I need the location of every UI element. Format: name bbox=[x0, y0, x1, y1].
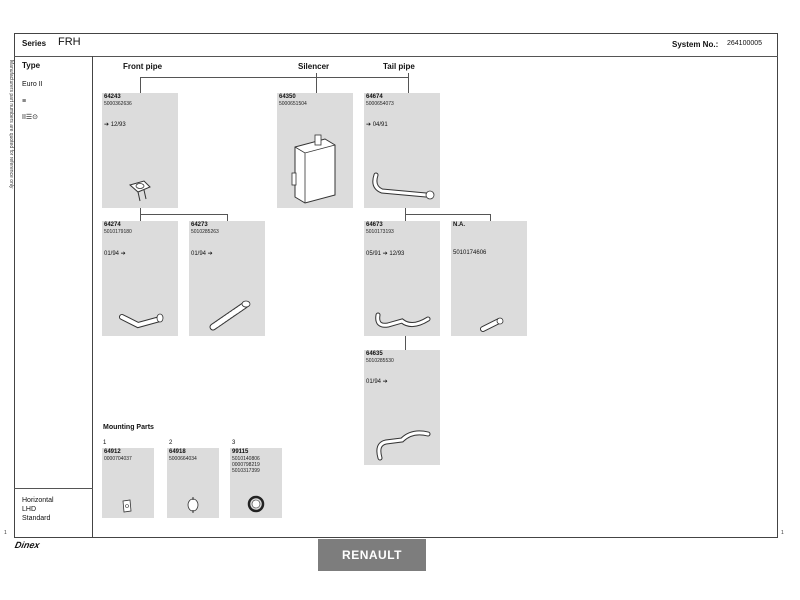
part-card-64274[interactable] bbox=[102, 221, 178, 336]
part-card-64674[interactable] bbox=[364, 93, 440, 208]
connector bbox=[490, 214, 491, 221]
validity-date: ➔ 12/93 bbox=[104, 122, 126, 128]
series-value: FRH bbox=[58, 36, 81, 48]
part-number: 64243 bbox=[104, 94, 121, 100]
connector bbox=[408, 73, 409, 93]
part-number: 64673 bbox=[366, 222, 383, 228]
reference-note: Manufacturers part numbers are quoted for reference only bbox=[8, 60, 14, 189]
connector bbox=[405, 214, 490, 215]
oe-reference: 5010173193 bbox=[366, 229, 394, 235]
sidebar-divider bbox=[14, 488, 93, 489]
validity-date: ➔ 04/91 bbox=[366, 122, 388, 128]
dinex-logo: Dinex bbox=[13, 540, 41, 550]
tail-pipe-icon bbox=[372, 305, 436, 333]
system-number-label: System No.: bbox=[672, 40, 719, 49]
mounting-index: 1 bbox=[103, 440, 107, 446]
part-card-64673[interactable] bbox=[364, 221, 440, 336]
part-card-99115[interactable] bbox=[230, 448, 282, 518]
clamp-icon bbox=[246, 494, 266, 514]
part-card-64243[interactable] bbox=[102, 93, 178, 208]
mounting-index: 3 bbox=[232, 440, 236, 446]
part-card-64350[interactable] bbox=[277, 93, 353, 208]
page-mark-right: 1 bbox=[781, 530, 784, 536]
part-number: 64274 bbox=[104, 222, 121, 228]
type-label: Type bbox=[22, 61, 41, 70]
connector bbox=[316, 73, 317, 93]
connector bbox=[227, 214, 228, 221]
oe-reference: 5000651504 bbox=[279, 101, 307, 107]
header-divider bbox=[14, 56, 778, 57]
part-number: 64350 bbox=[279, 94, 296, 100]
rubber-mount-icon bbox=[185, 496, 201, 514]
validity-date: 01/94 ➔ bbox=[104, 251, 126, 257]
type-value: Euro II bbox=[22, 81, 43, 88]
flange-pipe-icon bbox=[124, 177, 154, 203]
validity-date: 01/94 ➔ bbox=[191, 251, 213, 257]
part-number: 64635 bbox=[366, 351, 383, 357]
page-mark-left: 1 bbox=[4, 530, 7, 536]
config-line: LHD bbox=[22, 506, 37, 513]
oe-reference: 5010140806 0000798219 5010317399 bbox=[232, 456, 260, 474]
tail-pipe-icon bbox=[374, 424, 436, 462]
emission-symbol: ≡ bbox=[22, 98, 27, 105]
tail-pipe-heading: Tail pipe bbox=[383, 62, 415, 71]
part-number: 64674 bbox=[366, 94, 383, 100]
validity-date: 05/91 ➔ 12/93 bbox=[366, 251, 405, 257]
validity-date: 01/94 ➔ bbox=[366, 379, 388, 385]
oe-reference: 5010285263 bbox=[191, 229, 219, 235]
system-number-value: 264100005 bbox=[727, 40, 763, 47]
connector bbox=[140, 214, 227, 215]
connector bbox=[405, 336, 406, 350]
tail-pipe-icon bbox=[368, 169, 438, 205]
part-number: N.A. bbox=[453, 222, 465, 228]
part-number: 99115 bbox=[232, 449, 249, 455]
flex-pipe-icon bbox=[207, 297, 253, 333]
config-line: Standard bbox=[22, 515, 51, 522]
oe-reference: 5010285530 bbox=[366, 358, 394, 364]
connector bbox=[140, 77, 408, 78]
oe-reference: 5000654073 bbox=[366, 101, 394, 107]
connector bbox=[140, 214, 141, 221]
bracket-icon bbox=[120, 498, 134, 514]
series-label: Series bbox=[22, 39, 47, 48]
part-card-64273[interactable] bbox=[189, 221, 265, 336]
part-card-64635[interactable] bbox=[364, 350, 440, 465]
front-pipe-heading: Front pipe bbox=[123, 62, 163, 71]
part-number: 64912 bbox=[104, 449, 121, 455]
config-line: Horizontal bbox=[22, 497, 54, 504]
oe-reference: 5000664034 bbox=[169, 456, 197, 462]
part-number: 64918 bbox=[169, 449, 186, 455]
mounting-parts-heading: Mounting Parts bbox=[103, 424, 154, 431]
front-pipe-icon bbox=[116, 303, 166, 333]
brand-badge: RENAULT bbox=[318, 539, 426, 571]
configuration bbox=[22, 496, 54, 523]
mounting-index: 2 bbox=[169, 440, 173, 446]
end-pipe-icon bbox=[479, 317, 505, 333]
oe-reference: 5010179180 bbox=[104, 229, 132, 235]
part-number: 64273 bbox=[191, 222, 208, 228]
oe-reference: 5000362636 bbox=[104, 101, 132, 107]
sidebar bbox=[14, 56, 93, 538]
silencer-heading: Silencer bbox=[298, 62, 330, 71]
part-card-64912[interactable] bbox=[102, 448, 154, 518]
connector bbox=[140, 77, 141, 93]
part-card-na[interactable] bbox=[451, 221, 527, 336]
axle-symbol: II☰⊙ bbox=[22, 114, 39, 121]
part-card-64918[interactable] bbox=[167, 448, 219, 518]
oe-reference: 0000704037 bbox=[104, 456, 132, 462]
silencer-icon bbox=[289, 133, 341, 207]
oe-reference: 5010174606 bbox=[453, 250, 487, 256]
